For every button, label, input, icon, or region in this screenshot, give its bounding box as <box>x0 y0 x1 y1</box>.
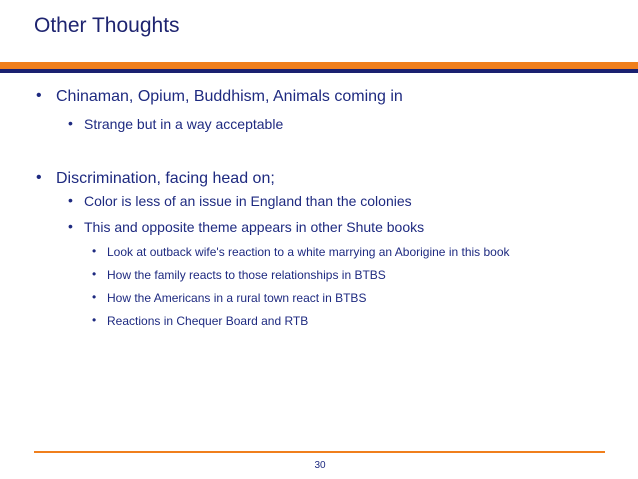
header-orange-bar <box>0 62 638 69</box>
header-navy-bar <box>0 69 638 73</box>
bullet-text: This and opposite theme appears in other Shute books <box>84 219 425 235</box>
slide-title: Other Thoughts <box>34 14 180 37</box>
bullet-text: Chinaman, Opium, Buddhism, Animals coming in <box>56 88 403 105</box>
bullet-text: How the Americans in a rural town react in BTBS <box>107 291 367 305</box>
bullet-dot-icon: • <box>92 290 97 304</box>
bullet-dot-icon: • <box>92 313 97 327</box>
bullet-dot-icon: • <box>92 244 97 258</box>
bullet-text: Strange but in a way acceptable <box>84 116 284 132</box>
bullet-text: Look at outback wife's reaction to a white marrying an Aborigine in this book <box>107 245 510 259</box>
bullet-text: Discrimination, facing head on; <box>56 170 275 187</box>
bullet-dot-icon: • <box>68 115 73 131</box>
bullet-text: Color is less of an issue in England than the colonies <box>84 193 412 209</box>
bullet-dot-icon: • <box>68 218 73 234</box>
bullet-dot-icon: • <box>36 169 42 186</box>
page-number: 30 <box>314 460 326 471</box>
bullet-dot-icon: • <box>68 192 73 208</box>
bullet-dot-icon: • <box>36 87 42 104</box>
bullet-dot-icon: • <box>92 267 97 281</box>
bullet-text: Reactions in Chequer Board and RTB <box>107 314 309 328</box>
bullet-text: How the family reacts to those relationships in BTBS <box>107 268 386 282</box>
footer-divider <box>34 451 605 453</box>
